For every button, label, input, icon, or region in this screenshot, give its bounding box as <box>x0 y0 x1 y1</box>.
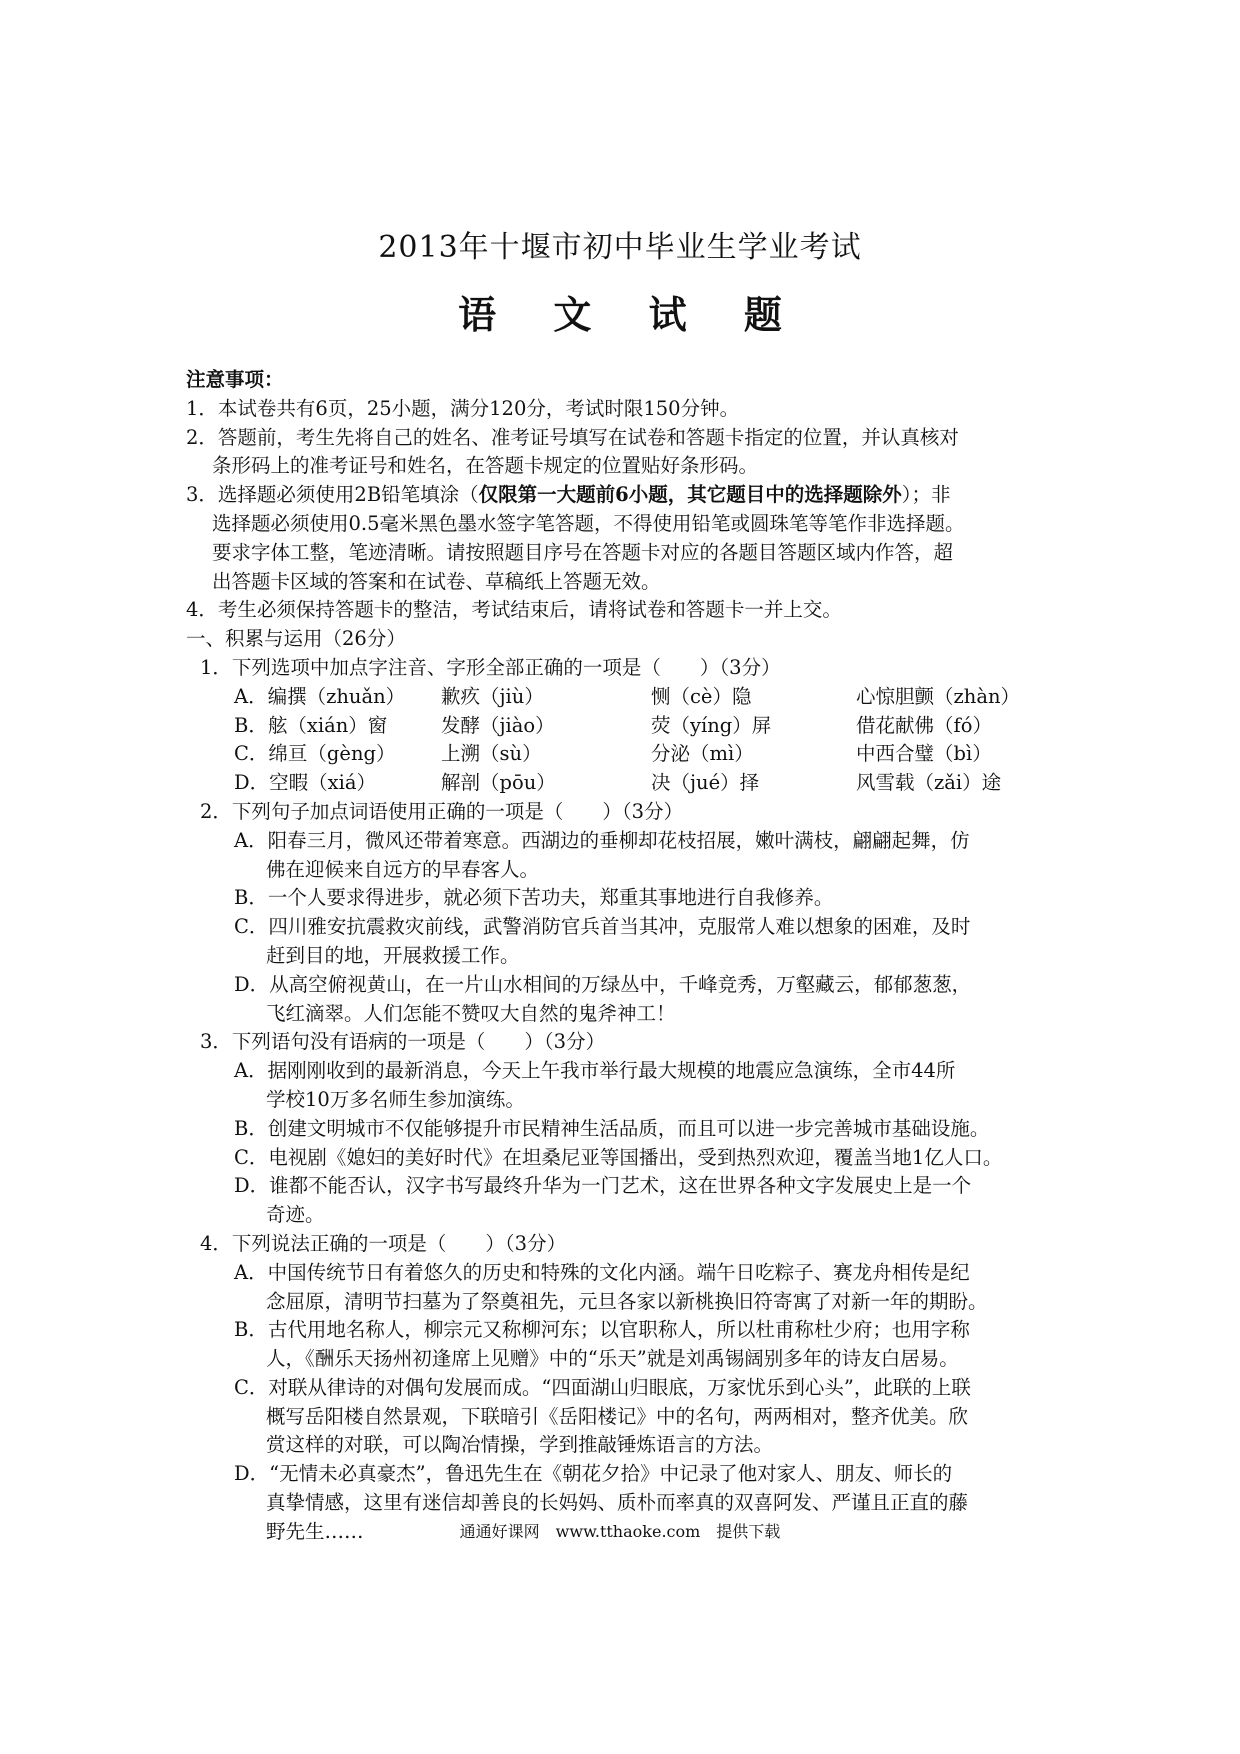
note-item: 出答题卡区域的答案和在试卷、草稿纸上答题无效。 <box>212 569 661 593</box>
note-item: 1．本试卷共有6页，25小题，满分120分，考试时限150分钟。 <box>186 396 740 420</box>
section-heading: 一、积累与运用（26分） <box>186 627 406 651</box>
q3-option-line: 奇迹。 <box>266 1203 325 1227</box>
exam-body <box>186 366 1056 1547</box>
q1-option-row <box>186 740 1056 769</box>
q4-option-line: D．“无情未必真豪杰”，鲁迅先生在《朝花夕拾》中记录了他对家人、朋友、师长的 <box>234 1462 953 1486</box>
q1-cell: 解剖（pōu） <box>441 771 556 795</box>
q1-cell: 发酵（jiào） <box>441 713 555 737</box>
q1-option-row <box>186 712 1056 741</box>
q1-cell: D．空暇（xiá） <box>234 771 376 795</box>
q4-option-line: A．中国传统节日有着悠久的历史和特殊的文化内涵。端午日吃粽子、赛龙舟相传是纪 <box>234 1260 970 1284</box>
q4-option-line: B．古代用地名称人，柳宗元又称柳河东；以官职称人，所以杜甫称杜少府；也用字称 <box>234 1318 970 1342</box>
q3-option-line: A．据刚刚收到的最新消息，今天上午我市举行最大规模的地震应急演练，全市44所 <box>234 1059 956 1083</box>
q1-option-row <box>186 683 1056 712</box>
q3-option-line: 学校10万多名师生参加演练。 <box>266 1087 525 1111</box>
q1-cell: B．舷（xián）窗 <box>234 713 388 737</box>
note-item: 2．答题前，考生先将自己的姓名、准考证号填写在试卷和答题卡指定的位置，并认真核对 <box>186 425 959 449</box>
q4-option-line: C．对联从律诗的对偶句发展而成。“四面湖山归眼底，万家忧乐到心头”，此联的上联 <box>234 1375 971 1399</box>
question-stem: 2．下列句子加点词语使用正确的一项是（ ）（3分） <box>200 799 684 823</box>
q2-option-line: D．从高空俯视黄山，在一片山水相间的万绿丛中，千峰竞秀，万壑藏云，郁郁葱葱， <box>234 972 972 996</box>
note-item: 选择题必须使用0.5毫米黑色墨水签字笔答题，不得使用铅笔或圆珠笔等笔作非选择题。 <box>212 511 965 535</box>
q1-cell: 风雪载（zǎi）途 <box>856 771 1002 795</box>
q2-option-line: 佛在迎候来自远方的早春客人。 <box>266 857 540 881</box>
q4-option-line: 概写岳阳楼自然景观，下联暗引《岳阳楼记》中的名句，两两相对，整齐优美。欣 <box>266 1404 969 1428</box>
q2-option-line: A．阳春三月，微风还带着寒意。西湖边的垂柳却花枝招展，嫩叶满枝，翩翩起舞，仿 <box>234 828 970 852</box>
q2-option-line: 飞红滴翠。人们怎能不赞叹大自然的鬼斧神工！ <box>266 1001 676 1025</box>
page-footer: 通通好课网 www.tthaoke.com 提供下载 <box>459 1522 781 1541</box>
q4-option-line: 念屈原，清明节扫墓为了祭奠祖先，元旦各家以新桃换旧符寄寓了对新一年的期盼。 <box>266 1289 988 1313</box>
note-item: 4．考生必须保持答题卡的整洁，考试结束后，请将试卷和答题卡一并上交。 <box>186 598 842 622</box>
note-item <box>186 481 1056 510</box>
note-text: ）；非 <box>901 483 951 507</box>
note-item: 条形码上的准考证号和姓名，在答题卡规定的位置贴好条形码。 <box>212 454 759 478</box>
q1-cell: 恻（cè）隐 <box>651 684 752 708</box>
q4-option-line: 野先生…… <box>266 1519 364 1543</box>
q4-option-line: 人，《酬乐天扬州初逢席上见赠》中的“乐天”就是刘禹锡阔别多年的诗友白居易。 <box>266 1347 959 1371</box>
page-title: 2013年十堰市初中毕业生学业考试 <box>378 230 862 265</box>
q1-cell: 上溯（sù） <box>441 742 542 766</box>
q1-cell: A．编撰（zhuǎn） <box>234 684 406 708</box>
question-stem: 3．下列语句没有语病的一项是（ ）（3分） <box>200 1030 606 1054</box>
q1-cell: 分泌（mì） <box>651 742 754 766</box>
q1-cell: 荧（yíng）屏 <box>651 713 772 737</box>
q2-option-line: C．四川雅安抗震救灾前线，武警消防官兵首当其冲，克服常人难以想象的困难，及时 <box>234 915 971 939</box>
page-subtitle: 语 文 试 题 <box>458 292 804 337</box>
q2-option-line: B．一个人要求得进步，就必须下苦功夫，郑重其事地进行自我修养。 <box>234 886 834 910</box>
note-bold-text: 仅限第一大题前6小题，其它题目中的选择题除外 <box>478 483 902 507</box>
notes-heading: 注意事项： <box>186 368 284 391</box>
q4-option-line: 赏这样的对联，可以陶冶情操，学到推敲锤炼语言的方法。 <box>266 1433 774 1457</box>
q1-cell: C．绵亘（gèng） <box>234 742 396 766</box>
q1-cell: 决（jué）择 <box>651 771 760 795</box>
q4-option-line: 真挚情感，这里有迷信却善良的长妈妈、质朴而率真的双喜阿发、严谨且正直的藤 <box>266 1491 969 1515</box>
q1-cell: 歉疚（jiù） <box>441 684 544 708</box>
q2-option-line: 赶到目的地，开展救援工作。 <box>266 943 520 967</box>
q3-option-line: D．谁都不能否认，汉字书写最终升华为一门艺术，这在世界各种文字发展史上是一个 <box>234 1174 972 1198</box>
note-text: 3．选择题必须使用2B铅笔填涂（ <box>186 483 479 507</box>
question-stem: 4．下列说法正确的一项是（ ）（3分） <box>200 1231 567 1255</box>
q1-cell: 借花献佛（fó） <box>856 713 992 737</box>
q1-cell: 心惊胆颤（zhàn） <box>856 684 1021 708</box>
q1-option-row <box>186 769 1056 798</box>
note-item: 要求字体工整，笔迹清晰。请按照题目序号在答题卡对应的各题目答题区域内作答，超 <box>212 540 954 564</box>
q1-cell: 中西合璧（bì） <box>856 742 992 766</box>
question-stem: 1．下列选项中加点字注音、字形全部正确的一项是（ ）（3分） <box>200 655 781 679</box>
q3-option-line: B．创建文明城市不仅能够提升市民精神生活品质，而且可以进一步完善城市基础设施。 <box>234 1116 990 1140</box>
q3-option-line: C．电视剧《媳妇的美好时代》在坦桑尼亚等国播出，受到热烈欢迎，覆盖当地1亿人口。 <box>234 1145 1003 1169</box>
